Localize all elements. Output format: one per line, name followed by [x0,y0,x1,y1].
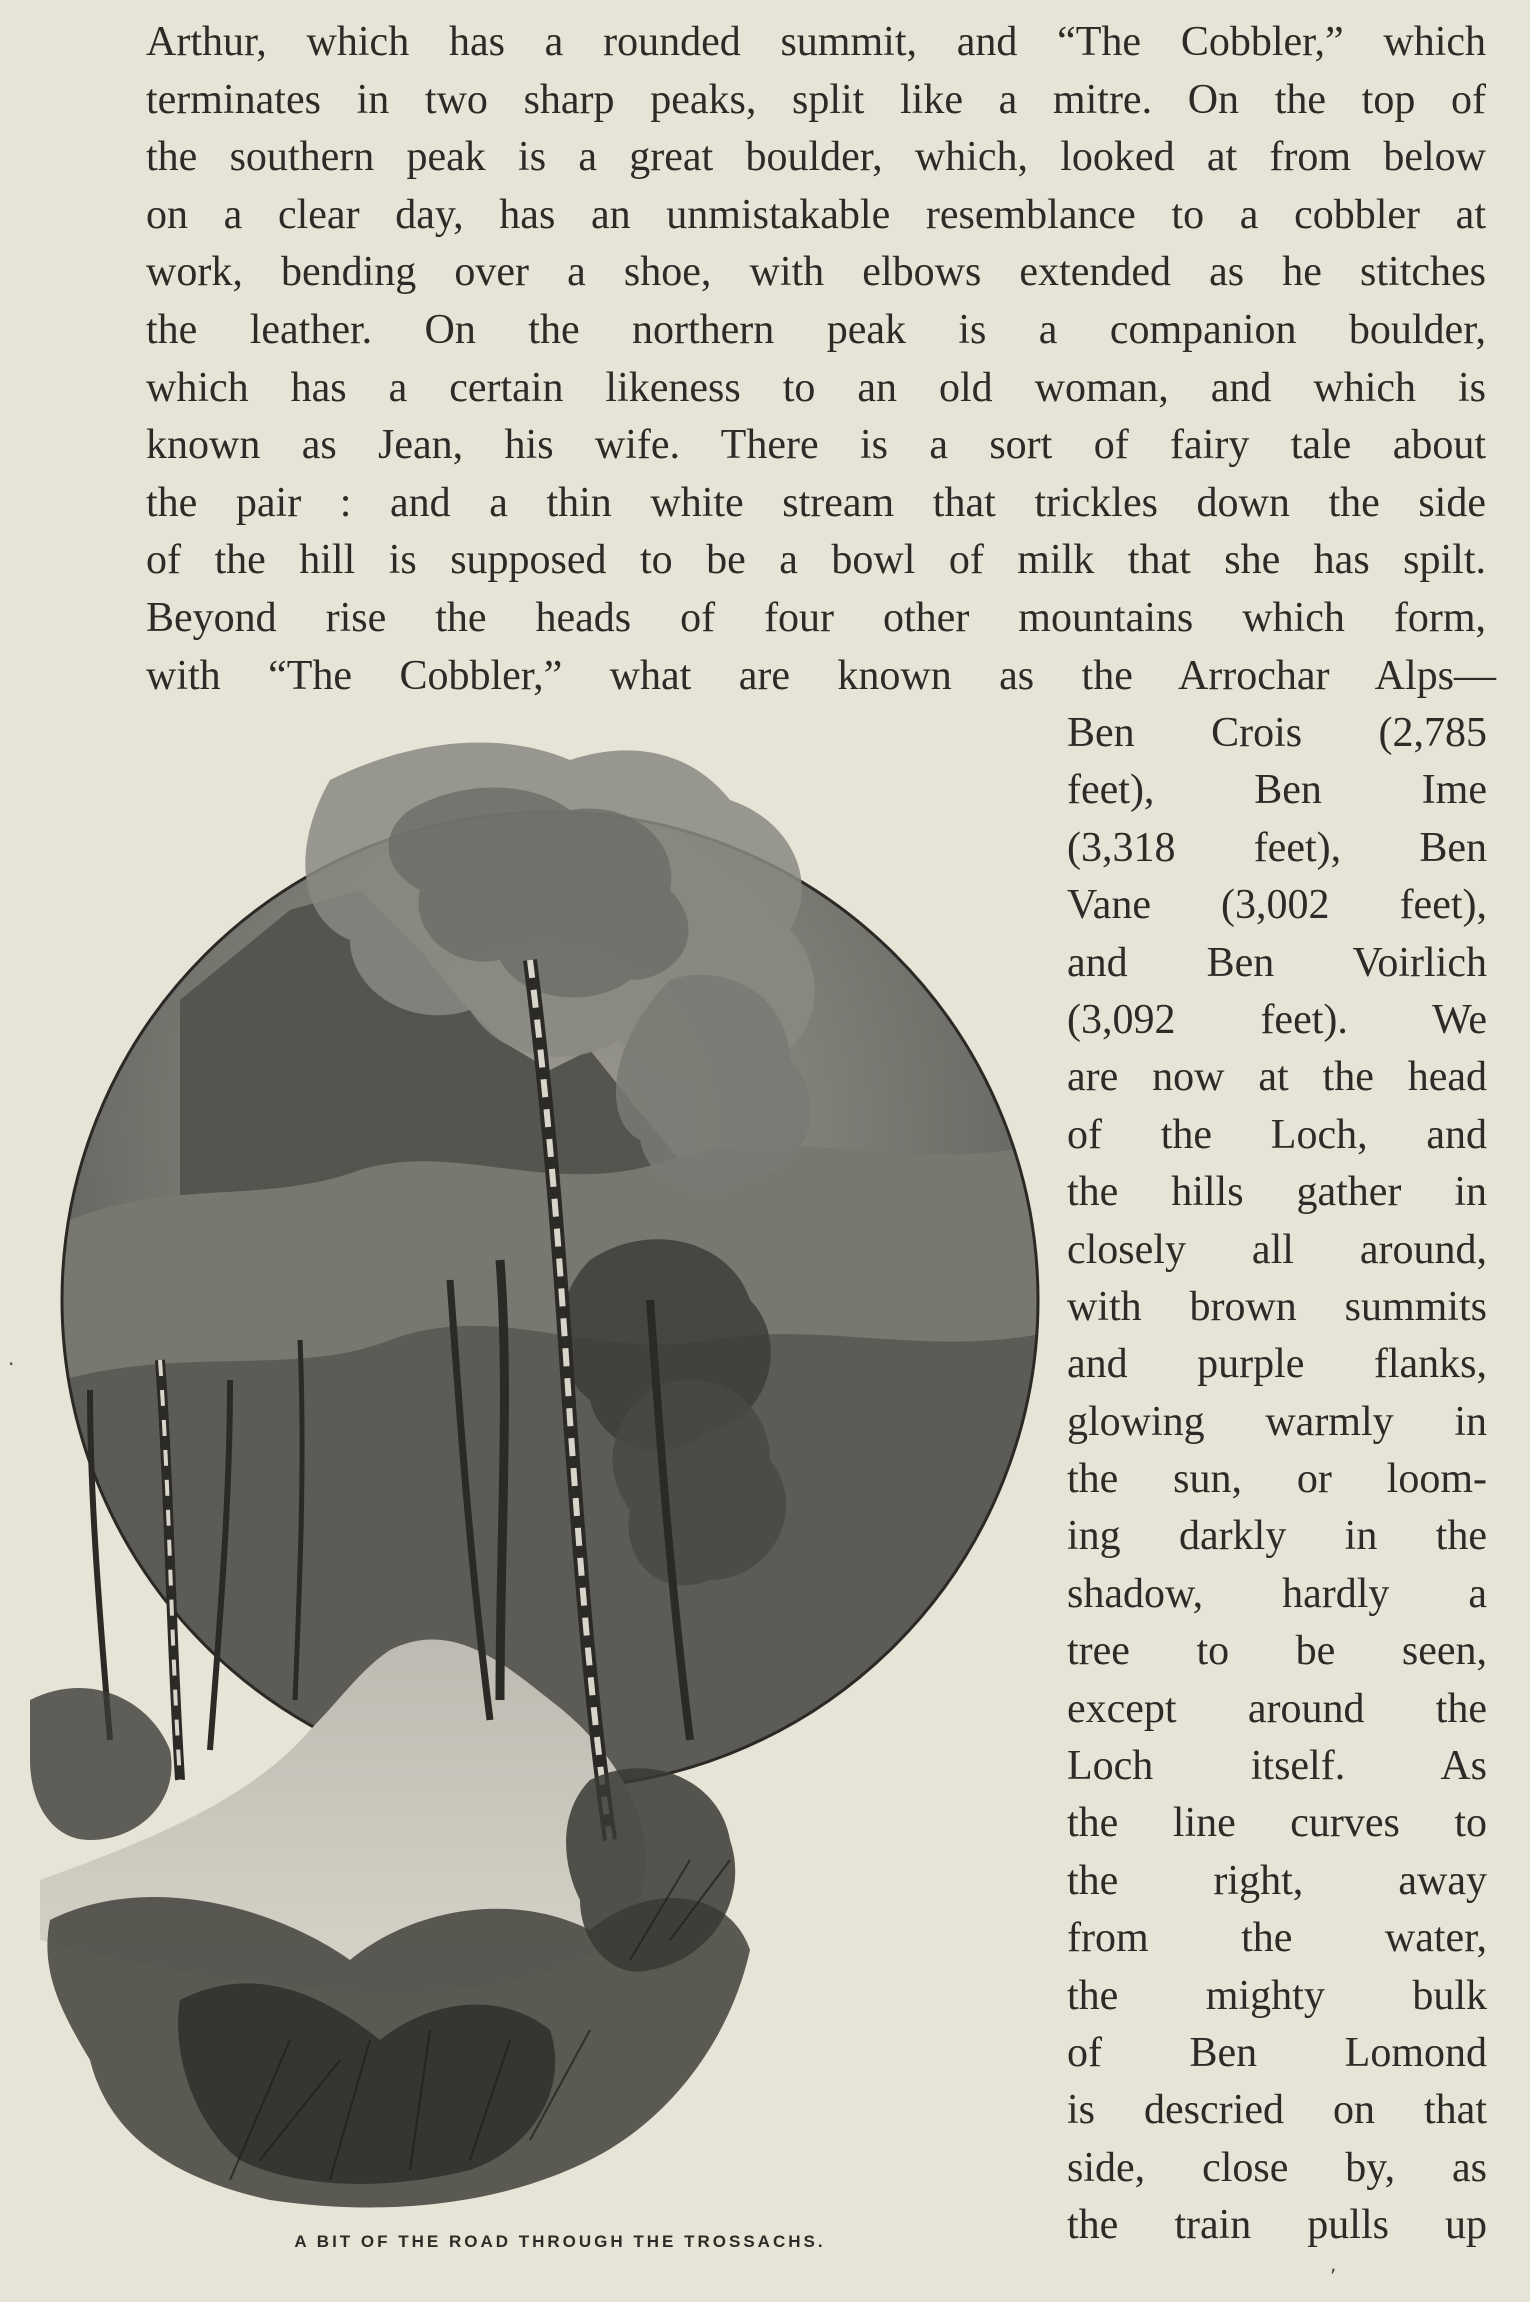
text-line: the leather. On the northern peak is a companion boulder, [146,306,1486,353]
text-line: known as Jean, his wife. There is a sort of fairy tale about [146,422,1486,469]
column-line: from the water, [1067,1915,1487,1962]
text-line: Beyond rise the heads of four other mountains which form, [146,594,1486,641]
column-line: of Ben Lomond [1067,2029,1487,2076]
column-line: Ben Crois (2,785 [1067,710,1487,756]
column-line: (3,092 feet). We [1067,996,1487,1043]
column-line: ing darkly in the [1067,1513,1487,1560]
text-line: which has a certain likeness to an old woman, and which is [146,364,1486,411]
column-line: of the Loch, and [1067,1111,1487,1158]
column-line: Loch itself. As [1067,1743,1487,1790]
column-line: the mighty bulk [1067,1972,1487,2019]
text-line: on a clear day, has an unmistakable resemblance to a cobbler at [146,191,1486,238]
illustration-caption: A BIT OF THE ROAD THROUGH THE TROSSACHS. [294,2232,826,2251]
column-line: is descried on that [1067,2087,1487,2134]
margin-speck: , [1330,2252,1337,2276]
column-line: the sun, or loom- [1067,1456,1487,1503]
column-line: the train pulls up [1067,2202,1487,2249]
column-line: the hills gather in [1067,1169,1487,1216]
column-line: the line curves to [1067,1800,1487,1847]
column-line: with brown summits [1067,1283,1487,1330]
column-line: feet), Ben Ime [1067,767,1487,814]
text-line: Arthur, which has a rounded summit, and “The Cobbler,” which [146,19,1486,65]
column-line: and purple flanks, [1067,1341,1487,1388]
column-line: tree to be seen, [1067,1628,1487,1675]
column-line: the right, away [1067,1857,1487,1904]
column-line: glowing warmly in [1067,1398,1487,1445]
column-line: are now at the head [1067,1054,1487,1101]
column-line: except around the [1067,1685,1487,1732]
text-line: with “The Cobbler,” what are known as the Arrochar Alps— [146,652,1496,699]
trossachs-road-illustration [30,740,1060,2220]
text-line: of the hill is supposed to be a bowl of milk that she has spilt. [146,537,1486,584]
engraving-drawing [30,740,1060,2220]
body-paragraph [146,14,1496,705]
side-column-text [1067,705,1487,2255]
text-line: the southern peak is a great boulder, which, looked at from below [146,134,1486,181]
text-line: work, bending over a shoe, with elbows extended as he stitches [146,249,1486,296]
column-line: Vane (3,002 feet), [1067,882,1487,929]
column-line: and Ben Voirlich [1067,939,1487,986]
column-line: closely all around, [1067,1226,1487,1273]
text-line: the pair : and a thin white stream that trickles down the side [146,479,1486,526]
column-line: shadow, hardly a [1067,1570,1487,1617]
text-line: terminates in two sharp peaks, split like a mitre. On the top of [146,76,1486,123]
column-line: (3,318 feet), Ben [1067,824,1487,871]
column-line: side, close by, as [1067,2144,1487,2191]
margin-speck: · [8,1352,15,1376]
